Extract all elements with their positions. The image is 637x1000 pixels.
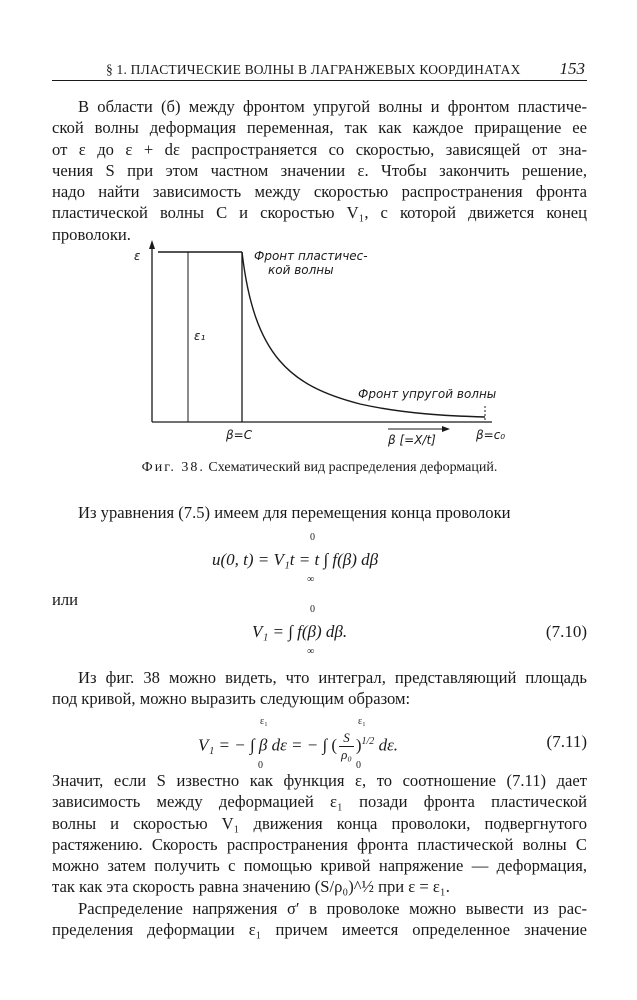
figure-caption	[52, 460, 587, 476]
text-line: чения S при этом частном значении ε. Чтобы закончить решение,	[52, 160, 587, 180]
integral-lower-limit: ∞	[307, 646, 315, 657]
elastic-front-label: Фронт упругой волны	[358, 387, 497, 401]
equation-7-10	[52, 604, 587, 659]
x-direction-arrowhead	[442, 426, 450, 432]
text-line: от ε до ε + dε распространяется со скоростью, зависящей от зна-	[52, 139, 587, 159]
exponent: 1/2	[361, 735, 375, 747]
equation-left-part: V₁ = − ∫ β dε = − ∫	[198, 735, 328, 755]
text-line: зависимость между деформацией ε₁ позади фронта пластической	[52, 792, 587, 812]
text-line: растяжению. Скорость распространения фронта пластической волны C	[52, 834, 587, 854]
text-line: Значит, если S известно как функция ε, то соотношение (7.11) дает	[52, 771, 587, 790]
paragraph-4	[52, 770, 587, 898]
integral-upper-limit: ε₁	[260, 716, 268, 727]
caption-prefix: Фиг. 38.	[141, 460, 205, 475]
page-number: 153	[559, 59, 585, 78]
integral-lower-limit: 0	[258, 760, 263, 771]
x-label-c0: β=c₀	[476, 428, 506, 442]
text-line: Из уравнения (7.5) имеем для перемещения конца проволоки	[78, 503, 511, 522]
paragraph-5	[52, 898, 587, 941]
text-line: ской волны деформация переменная, так как каждое приращение ее	[52, 118, 587, 138]
text-line: волны и скоростью V₁ движения конца проволоки, подвергнутого	[52, 813, 587, 833]
equation-7-11	[52, 716, 587, 772]
text-line: пределения деформации ε₁ причем имеется определенное значение	[52, 920, 587, 940]
fraction-numerator: S	[339, 730, 354, 747]
text-line: так как эта скорость равна значению (S/ρ₀)^½ при ε = ε₁.	[52, 877, 450, 897]
equation-tail: dε.	[378, 735, 399, 755]
equation-body: V₁ = ∫ f(β) dβ.	[252, 622, 348, 641]
text-line: надо найти зависимость между скоростью распространения фронта	[52, 182, 587, 202]
caption-text: Схематический вид распределения деформаций.	[208, 460, 498, 475]
text-line: проволоки.	[52, 224, 131, 244]
x-label-beta: β [=X/t]	[388, 433, 436, 447]
equation-body: u(0, t) = V₁t = t ∫ f(β) dβ	[212, 550, 379, 569]
integral-lower-limit-2: 0	[356, 760, 361, 771]
text-line: пластической волны C и скоростью V₁, с которой движется конец	[52, 203, 587, 223]
integral-upper-limit: 0	[310, 604, 315, 615]
equation-number: (7.11)	[546, 732, 587, 751]
integral-upper-limit: 0	[310, 532, 315, 543]
y-axis-label: ε	[134, 249, 141, 263]
equation-body: V₁ = − ∫ β dε = − ∫ ( $\frac{S}{\text{ρ₀}}$ )$^{1/2}$ dε.	[198, 730, 399, 762]
equation-displacement	[52, 532, 587, 587]
fraction-denominator: ρ₀	[341, 747, 352, 762]
y-axis-arrow	[149, 240, 155, 249]
page-header	[52, 56, 587, 84]
text-line: под кривой, можно выразить следующим образом:	[52, 689, 411, 709]
fraction-s-over-rho	[339, 730, 354, 763]
plastic-front-label-1: Фронт пластичес-	[254, 249, 368, 263]
section-title: § 1. ПЛАСТИЧЕСКИЕ ВОЛНЫ В ЛАГРАНЖЕВЫХ КООРДИНАТАХ	[106, 62, 521, 77]
strain-distribution-diagram	[130, 236, 530, 454]
figure-38	[130, 236, 530, 454]
paragraph-2	[52, 502, 587, 523]
equation-number: (7.10)	[545, 622, 587, 641]
x-label-c: β=C	[226, 428, 253, 442]
text-line: можно затем получить с помощью кривой напряжение — деформация,	[52, 856, 587, 876]
text-line: Распределение напряжения σ′ в проволоке можно вывести из рас-	[78, 899, 587, 918]
plastic-front-label-2: кой волны	[268, 263, 334, 277]
paragraph-1	[52, 96, 587, 245]
paragraph-3	[52, 667, 587, 710]
integral-lower-limit: ∞	[307, 574, 315, 585]
plateau-label: ε₁	[194, 329, 206, 343]
text-line: Из фиг. 38 можно видеть, что интеграл, представляющий площадь	[78, 668, 587, 687]
integral-upper-limit-2: ε₁	[358, 716, 366, 727]
text-line: В области (б) между фронтом упругой волны и фронтом пластиче-	[78, 97, 587, 116]
conjunction-or: или	[52, 590, 79, 609]
header-rule	[52, 80, 587, 81]
